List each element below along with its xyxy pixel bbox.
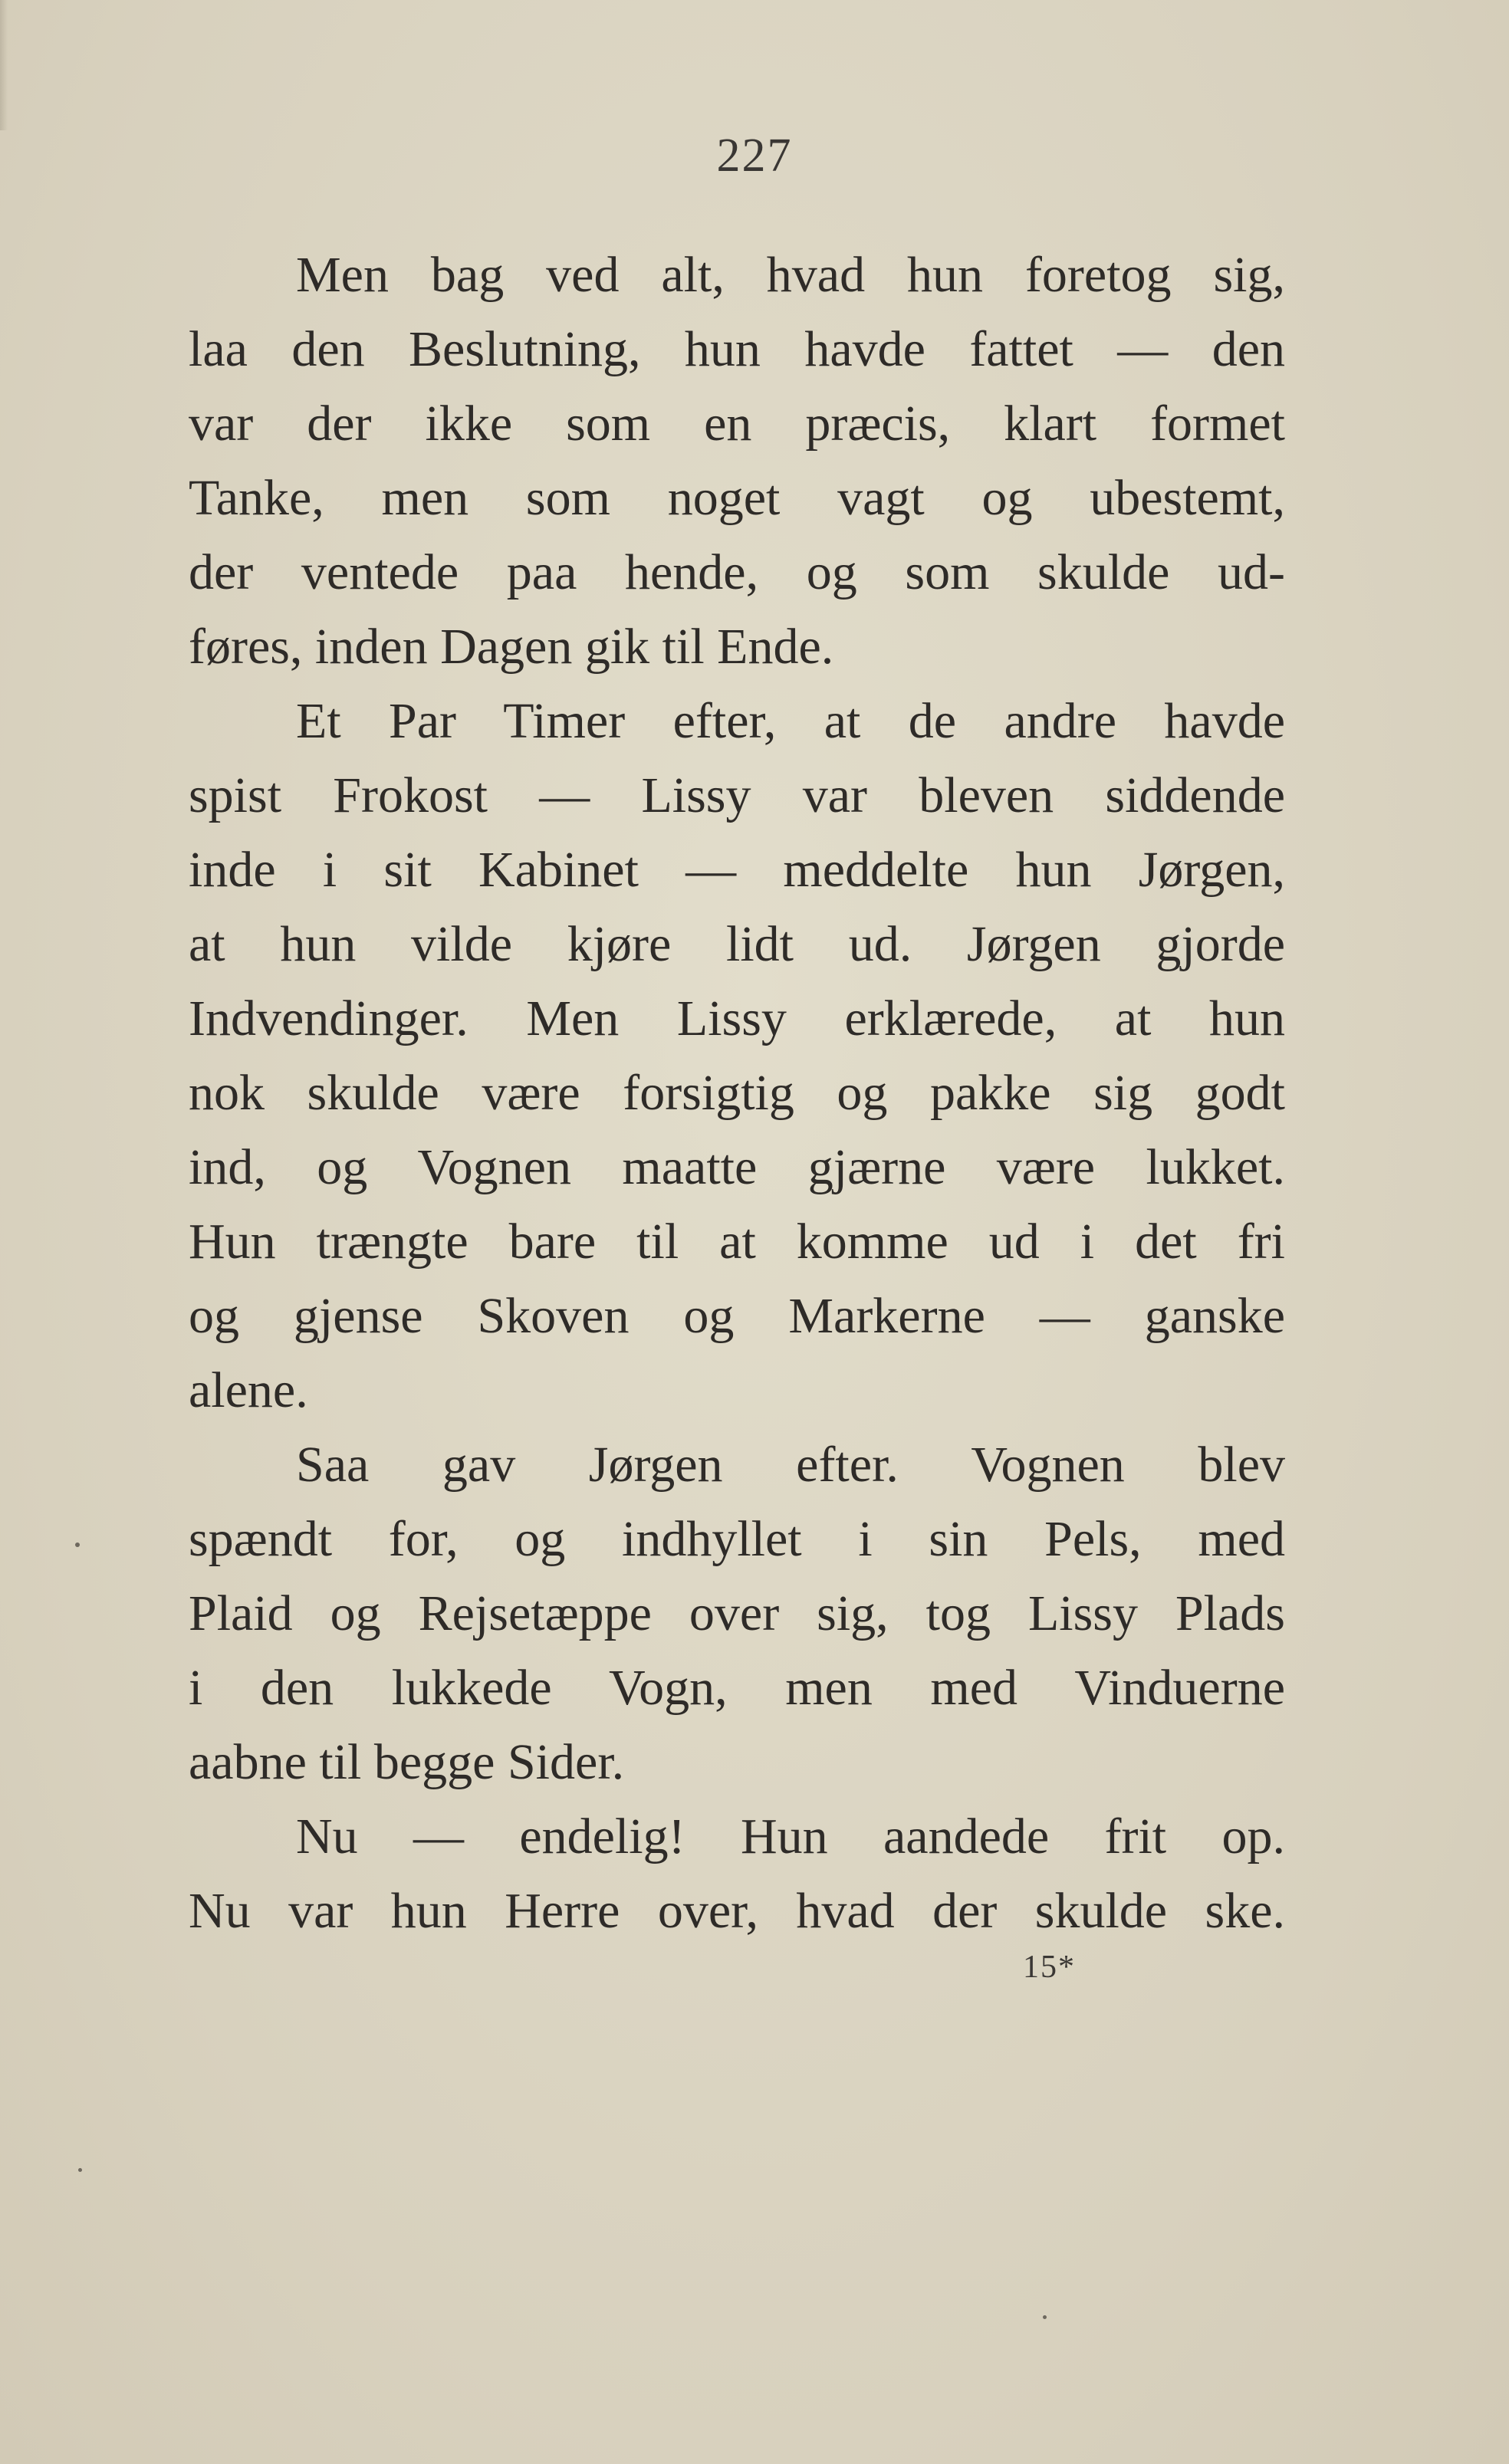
signature-mark: 15* bbox=[1023, 1950, 1076, 1985]
text-line: Men bag ved alt, hvad hun foretog sig, bbox=[296, 247, 1285, 303]
text-line: Nu var hun Herre over, hvad der skulde ske. bbox=[189, 1883, 1285, 1939]
text-line: nok skulde være forsigtig og pakke sig godt bbox=[189, 1065, 1285, 1121]
text-line: laa den Beslutning, hun havde fattet — den bbox=[189, 321, 1285, 377]
text-line: spændt for, og indhyllet i sin Pels, med bbox=[189, 1511, 1285, 1567]
text-line: Saa gav Jørgen efter. Vognen blev bbox=[296, 1437, 1285, 1493]
paper-speck bbox=[75, 1542, 80, 1547]
text-line: i den lukkede Vogn, men med Vinduerne bbox=[189, 1660, 1285, 1716]
text-line: Indvendinger. Men Lissy erklærede, at hun bbox=[189, 991, 1285, 1046]
page-number: 227 bbox=[716, 130, 793, 182]
paper-speck bbox=[1043, 2315, 1047, 2319]
text-line: og gjense Skoven og Markerne — ganske bbox=[189, 1288, 1285, 1344]
text-line: Tanke, men som noget vagt og ubestemt, bbox=[189, 470, 1285, 526]
text-line: Plaid og Rejsetæppe over sig, tog Lissy Plads bbox=[189, 1585, 1285, 1641]
page-edge-shadow bbox=[0, 0, 8, 130]
text-line: Et Par Timer efter, at de andre havde bbox=[296, 693, 1285, 749]
text-line: føres, inden Dagen gik til Ende. bbox=[189, 619, 834, 675]
text-line: ind, og Vognen maatte gjærne være lukket. bbox=[189, 1139, 1285, 1195]
paper-speck bbox=[78, 2168, 82, 2172]
text-line: inde i sit Kabinet — meddelte hun Jørgen, bbox=[189, 842, 1285, 898]
text-line: Nu — endelig! Hun aandede frit op. bbox=[296, 1809, 1285, 1864]
text-line: der ventede paa hende, og som skulde ud- bbox=[189, 544, 1285, 600]
text-line: var der ikke som en præcis, klart formet bbox=[189, 396, 1285, 452]
text-line: aabne til begge Sider. bbox=[189, 1734, 625, 1790]
body-text bbox=[189, 238, 1285, 1948]
text-line: at hun vilde kjøre lidt ud. Jørgen gjorde bbox=[189, 916, 1285, 972]
text-line: spist Frokost — Lissy var bleven siddende bbox=[189, 767, 1285, 823]
text-line: alene. bbox=[189, 1362, 308, 1418]
text-line: Hun trængte bare til at komme ud i det fri bbox=[189, 1214, 1285, 1270]
